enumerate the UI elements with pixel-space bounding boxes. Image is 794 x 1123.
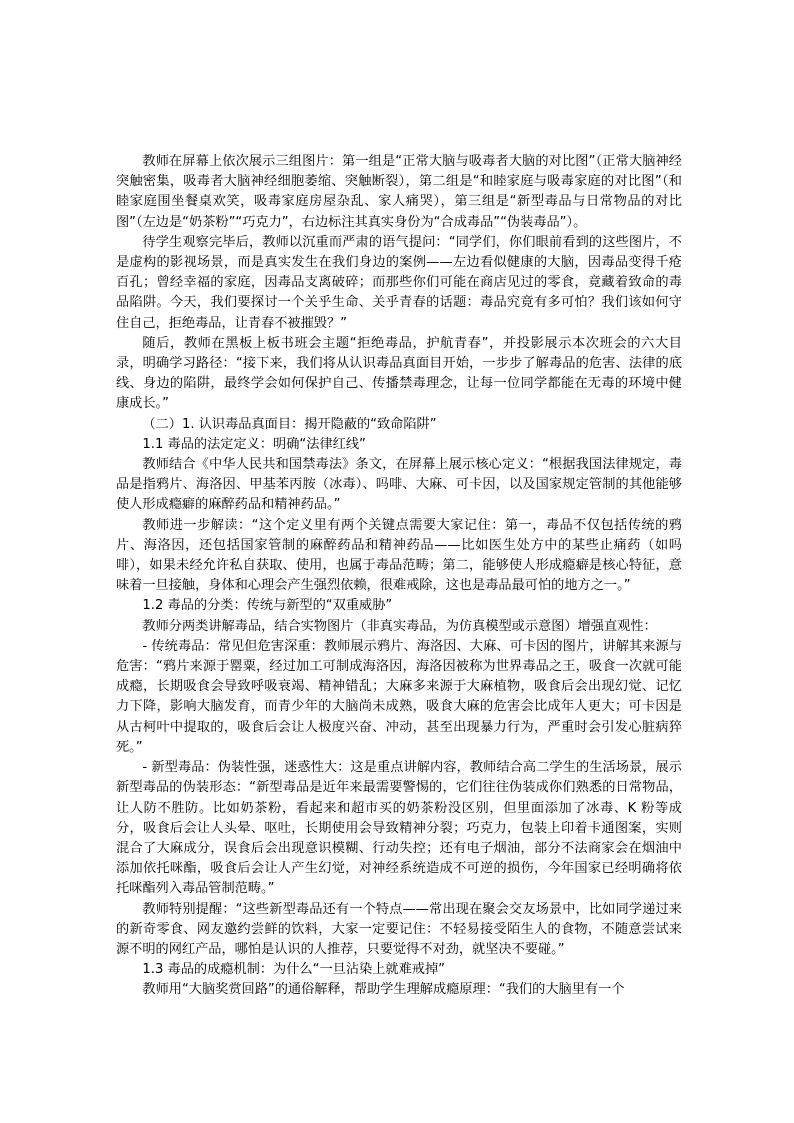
paragraph-new-drugs: - 新型毒品：伪装性强，迷惑性大：这是重点讲解内容，教师结合高二学生的生活场景，展示新型毒品的伪装形态：“新型毒品是近年来最需要警惕的，它们往往伪装成你们熟悉的日常物品，让人防不胜防。比如奶茶粉，看起来和超市买的奶茶粉没区别，但里面添加了冰毒、K 粉等成分，吸食后会让人头晕、呕吐，长期使用会导致精神分裂；巧克力，包装上印着卡通图案，实则混合了大麻成分，误食后会出现意识模糊、行动失控；还有电子烟油，部分不法商家会在烟油中添加依托咪酯，吸食后会让人产生幻觉，对神经系统造成不可逆的损伤，今年国家已经明确将依托咪酯列入毒品管制范畴。” (116, 760, 682, 897)
section-heading-2-1: （二）1. 认识毒品真面目：揭开隐蔽的“致命陷阱” (142, 416, 437, 432)
subsection-heading-1-2: 1.2 毒品的分类：传统与新型的“双重威胁” (142, 598, 393, 614)
paragraph-classification-intro: 教师分两类讲解毒品，结合实物图片（非真实毒品，为仿真模型或示意图）增强直观性： (142, 618, 657, 634)
paragraph-traditional-drugs: - 传统毒品：常见但危害深重：教师展示鸦片、海洛因、大麻、可卡因的图片，讲解其来源与危害：“鸦片来源于罂粟，经过加工可制成海洛因，海洛因被称为世界毒品之王，吸食一次就可能成瘾，长期吸食会导致呼吸衰竭、精神错乱；大麻多来源于大麻植物，吸食后会出现幻觉、记忆力下降，影响大脑发育，而青少年的大脑尚未成熟，吸食大麻的危害会比成年人更大；可卡因是从古柯叶中提取的，吸食后会让人极度兴奋、冲动，甚至出现暴力行为，严重时会引发心脏病猝死。” (116, 638, 682, 755)
paragraph-teacher-reminder: 教师特别提醒：“这些新型毒品还有一个特点——常出现在聚会交友场景中，比如同学递过来的新奇零食、网友邀约尝鲜的饮料，大家一定要记住：不轻易接受陌生人的食物，不随意尝试来源不明的网红产品，哪怕是认识的人推荐，只要觉得不对劲，就坚决不要碰。” (116, 901, 682, 957)
subsection-heading-1-1: 1.1 毒品的法定定义：明确“法律红线” (142, 436, 366, 452)
document-page (116, 152, 682, 1001)
paragraph-legal-definition: 教师结合《中华人民共和国禁毒法》条文，在屏幕上展示核心定义：“根据我国法律规定，毒品是指鸦片、海洛因、甲基苯丙胺（冰毒）、吗啡、大麻、可卡因，以及国家规定管制的其他能够使人形成瘾癖的麻醉药品和精神药品。” (116, 457, 682, 513)
paragraph-definition-explained: 教师进一步解读：“这个定义里有两个关键点需要大家记住：第一，毒品不仅包括传统的鸦片、海洛因，还包括国家管制的麻醉药品和精神药品——比如医生处方中的某些止痛药（如吗啡），如果未经允许私自获取、使用，也属于毒品范畴；第二，能够使人形成瘾癖是核心特征，意味着一旦接触，身体和心理会产生强烈依赖，很难戒除，这也是毒品最可怕的地方之一。” (116, 517, 682, 594)
subsection-heading-1-3: 1.3 毒品的成瘾机制：为什么“一旦沾染上就难戒掉” (142, 962, 445, 978)
paragraph-theme-outline: 随后，教师在黑板上板书班会主题“拒绝毒品，护航青春”，并投影展示本次班会的六大目录，明确学习路径：“接下来，我们将从认识毒品真面目开始，一步步了解毒品的危害、法律的底线、身边的陷阱，最终学会如何保护自己、传播禁毒理念，让每一位同学都能在无毒的环境中健康成长。” (116, 335, 682, 412)
paragraph-addiction-mechanism: 教师用“大脑奖赏回路”的通俗解释，帮助学生理解成瘾原理：“我们的大脑里有一个 (142, 982, 625, 998)
paragraph-teacher-question: 待学生观察完毕后，教师以沉重而严肃的语气提问：“同学们，你们眼前看到的这些图片，不是虚构的影视场景，而是真实发生在我们身边的案例——左边看似健康的大脑，因毒品变得千疮百孔；曾经幸福的家庭，因毒品支离破碎；而那些你们可能在商店见过的零食，竟藏着致命的毒品陷阱。今天，我们要探讨一个关乎生命、关乎青春的话题：毒品究竟有多可怕？我们该如何守住自己，拒绝毒品，让青春不被摧毁？” (116, 234, 682, 331)
paragraph-intro-images: 教师在屏幕上依次展示三组图片：第一组是“正常大脑与吸毒者大脑的对比图”（正常大脑神经突触密集，吸毒者大脑神经细胞萎缩、突触断裂），第二组是“和睦家庭与吸毒家庭的对比图”（和睦家庭围坐餐桌欢笑，吸毒家庭房屋杂乱、家人痛哭），第三组是“新型毒品与日常物品的对比图”（左边是“奶茶粉”“巧克力”，右边标注其真实身份为“合成毒品”“伪装毒品”）。 (116, 154, 682, 230)
